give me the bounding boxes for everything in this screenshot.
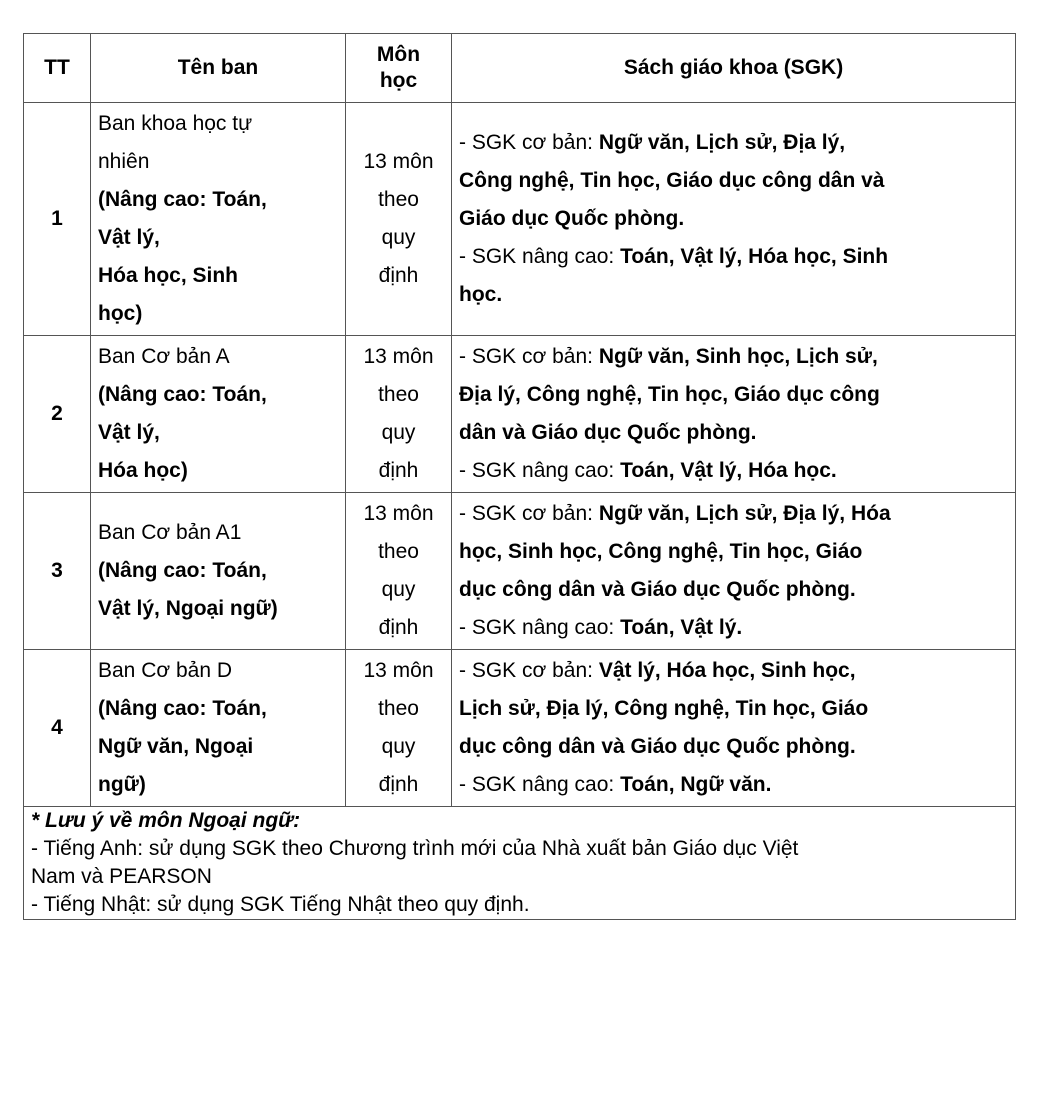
sgk-subjects: Toán, Vật lý, Hóa học. [620,459,837,482]
sgk-line [459,652,1008,690]
table-row [24,336,1016,493]
ban-line: Vật lý, [98,421,160,444]
ban-line: Vật lý, [98,226,160,249]
mon-hoc-line: theo [378,697,419,720]
mon-hoc-line: quy [381,421,416,444]
ban-line: nhiên [98,150,150,173]
sgk-subjects: dân và Giáo dục Quốc phòng. [459,421,757,444]
table-row [24,650,1016,807]
sgk-label: - SGK cơ bản: [459,659,599,682]
mon-hoc-line: theo [378,540,419,563]
sgk-subjects: Ngữ văn, Lịch sử, Địa lý, Hóa [598,502,891,525]
ban-cell [91,103,346,336]
sgk-line [459,124,1008,162]
header-mon-hoc-text: Môn học [376,43,421,92]
note-cell [24,807,1016,920]
sgk-subjects: Ngữ văn, Sinh học, Lịch sử, [598,345,878,368]
ban-line: học) [98,302,143,325]
mon-hoc-cell [346,336,452,493]
sgk-label: - SGK nâng cao: [459,773,621,796]
sgk-label: - SGK cơ bản: [459,502,599,525]
mon-hoc-line: 13 môn [363,502,434,525]
sgk-subjects: dục công dân và Giáo dục Quốc phòng. [459,578,856,601]
sgk-line [459,414,1008,452]
ban-line: Hóa học, Sinh [98,264,239,287]
ban-line: (Nâng cao: Toán, [98,383,267,406]
sgk-line [459,276,1008,314]
ban-line: Ban Cơ bản A [98,345,230,368]
sgk-line [459,766,1008,804]
sgk-label: - SGK nâng cao: [459,616,621,639]
sgk-subjects: Toán, Vật lý. [620,616,743,639]
note-line-3: - Tiếng Nhật: sử dụng SGK Tiếng Nhật theo quy định. [31,893,530,916]
ban-cell [91,493,346,650]
sgk-line [459,690,1008,728]
sgk-cell [452,493,1016,650]
header-tt: TT [24,34,91,103]
mon-hoc-line: theo [378,188,419,211]
ban-line: (Nâng cao: Toán, [98,559,267,582]
sgk-line [459,162,1008,200]
table-row [24,103,1016,336]
ban-line: Ban Cơ bản A1 [98,521,242,544]
ban-line: Ban khoa học tự [98,112,253,135]
sgk-subjects: Địa lý, Công nghệ, Tin học, Giáo dục công [459,383,880,406]
mon-hoc-line: định [378,616,419,639]
sgk-subjects: Toán, Ngữ văn. [620,773,772,796]
sgk-line [459,571,1008,609]
sgk-line [459,533,1008,571]
header-row [24,34,1016,103]
mon-hoc-cell [346,650,452,807]
sgk-cell [452,336,1016,493]
sgk-line [459,452,1008,490]
row-number: 2 [24,336,91,493]
row-number: 4 [24,650,91,807]
sgk-cell [452,103,1016,336]
sgk-subjects: Ngữ văn, Lịch sử, Địa lý, [598,131,846,154]
mon-hoc-line: 13 môn [363,659,434,682]
mon-hoc-line: định [378,264,419,287]
ban-cell [91,650,346,807]
mon-hoc-line: định [378,773,419,796]
mon-hoc-line: 13 môn [363,150,434,173]
sgk-label: - SGK cơ bản: [459,345,599,368]
sgk-line [459,609,1008,647]
sgk-line [459,238,1008,276]
note-line-2: Nam và PEARSON [31,865,212,888]
mon-hoc-line: quy [381,578,416,601]
sgk-line [459,338,1008,376]
mon-hoc-line: định [378,459,419,482]
mon-hoc-line: 13 môn [363,345,434,368]
ban-line: Ngữ văn, Ngoại [98,735,254,758]
ban-line: (Nâng cao: Toán, [98,188,267,211]
sgk-subjects: Vật lý, Hóa học, Sinh học, [598,659,856,682]
note-title: * Lưu ý về môn Ngoại ngữ: [31,809,301,832]
header-ten-ban: Tên ban [91,34,346,103]
header-mon-hoc [346,34,452,103]
sgk-subjects: Lịch sử, Địa lý, Công nghệ, Tin học, Giáo [459,697,869,720]
row-number: 1 [24,103,91,336]
row-number: 3 [24,493,91,650]
ban-line: Hóa học) [98,459,188,482]
mon-hoc-cell [346,493,452,650]
mon-hoc-line: theo [378,383,419,406]
note-row [24,807,1016,920]
sgk-subjects: Toán, Vật lý, Hóa học, Sinh [620,245,889,268]
sgk-subjects: Công nghệ, Tin học, Giáo dục công dân và [459,169,885,192]
sgk-line [459,200,1008,238]
sgk-subjects: học. [459,283,503,306]
sgk-label: - SGK nâng cao: [459,245,621,268]
ban-line: Vật lý, Ngoại ngữ) [98,597,278,620]
table-row [24,493,1016,650]
sgk-subjects: dục công dân và Giáo dục Quốc phòng. [459,735,856,758]
sgk-subjects: Giáo dục Quốc phòng. [459,207,685,230]
sgk-cell [452,650,1016,807]
textbook-table [23,33,1016,920]
ban-line: Ban Cơ bản D [98,659,233,682]
sgk-line [459,376,1008,414]
ban-line: (Nâng cao: Toán, [98,697,267,720]
sgk-subjects: học, Sinh học, Công nghệ, Tin học, Giáo [459,540,863,563]
sgk-line [459,495,1008,533]
ban-line: ngữ) [98,773,146,796]
mon-hoc-cell [346,103,452,336]
sgk-label: - SGK nâng cao: [459,459,621,482]
ban-cell [91,336,346,493]
sgk-line [459,728,1008,766]
mon-hoc-line: quy [381,735,416,758]
note-line-1: - Tiếng Anh: sử dụng SGK theo Chương trình mới của Nhà xuất bản Giáo dục Việt [31,837,799,860]
mon-hoc-line: quy [381,226,416,249]
header-sgk: Sách giáo khoa (SGK) [452,34,1016,103]
sgk-label: - SGK cơ bản: [459,131,599,154]
